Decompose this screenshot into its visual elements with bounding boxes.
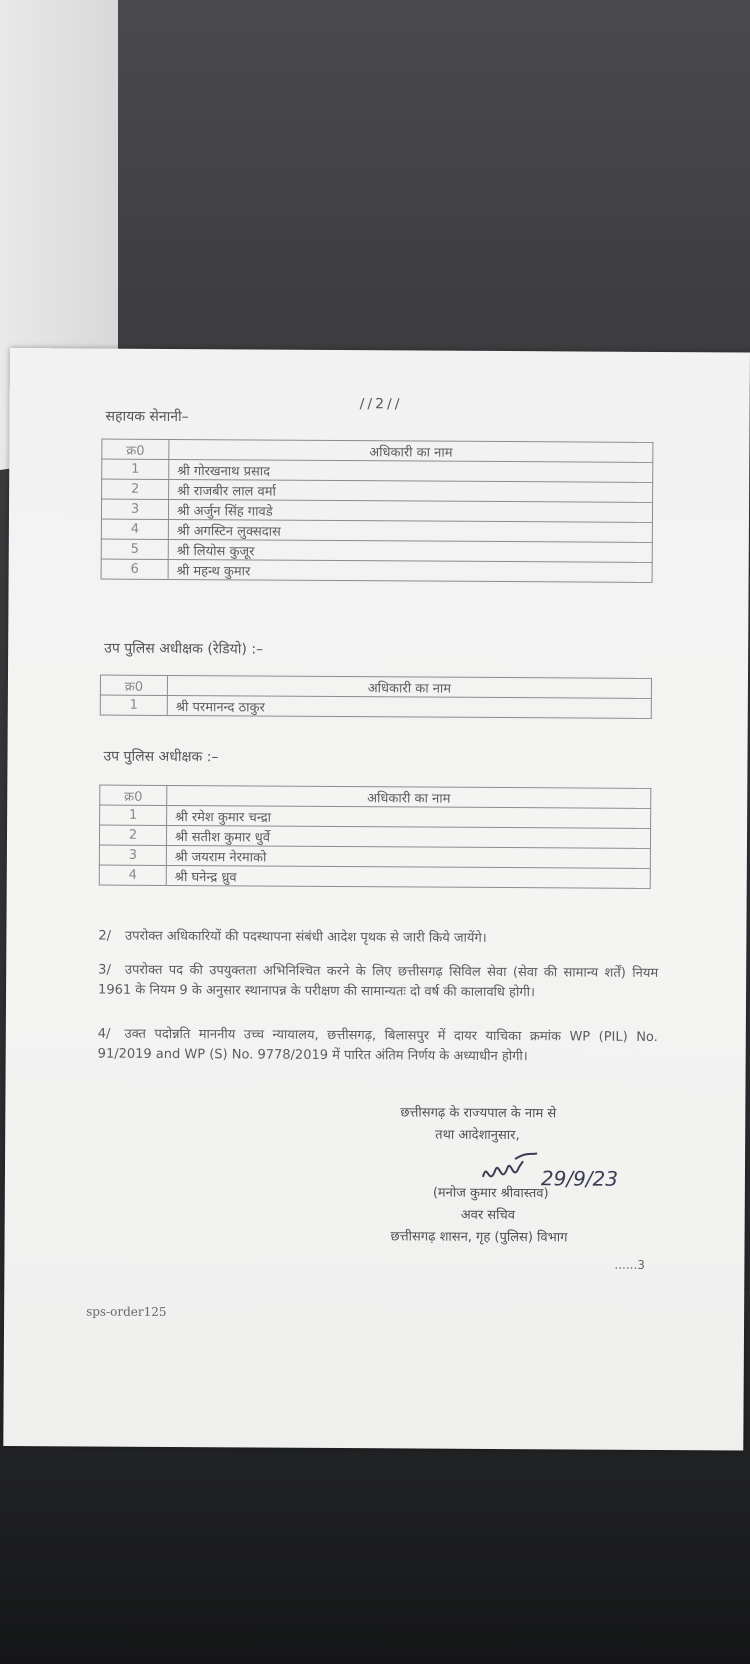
name-header: अधिकारी का नाम (167, 675, 651, 698)
serial-cell: 5 (101, 539, 168, 559)
officer-name-cell: श्री जयराम नेरमाको (166, 845, 650, 868)
serial-cell: 1 (102, 459, 169, 479)
officer-name-cell: श्री महन्थ कुमार (168, 559, 652, 582)
page-number-marker: //2// (359, 396, 403, 413)
document-code: sps-order125 (86, 1304, 167, 1319)
paragraph-text: उक्त पदोन्नति माननीय उच्च न्यायालय, छत्तीसगढ़, बिलासपुर में दायर याचिका क्रमांक WP (PIL) No. 91/2019 and WP (S) No. 9778/2019 में पारित अंतिम निर्णय के अध्याधीन होगी। (97, 1026, 658, 1065)
officer-name-cell: श्री परमानन्द ठाकुर (167, 695, 651, 718)
document-page (3, 348, 750, 1450)
serial-cell: 1 (100, 805, 167, 825)
serial-cell: 2 (102, 479, 169, 499)
section-heading-dsp-radio: उप पुलिस अधीक्षक (रेडियो) :– (104, 640, 264, 658)
table-row (100, 695, 651, 718)
next-page-marker: ......3 (614, 1257, 645, 1272)
paragraph-3 (98, 961, 658, 1004)
serial-cell: 4 (101, 519, 168, 539)
officer-name-cell: श्री गोरखनाथ प्रसाद (169, 459, 653, 482)
officer-name-cell: श्री सतीश कुमार धुर्वे (166, 825, 650, 848)
officer-name-cell: श्री रमेश कुमार चन्द्रा (167, 805, 651, 828)
authority-line-2: तथा आदेशानुसार, (435, 1127, 520, 1144)
signatory-designation: अवर सचिव (460, 1207, 516, 1224)
officer-name-cell: श्री राजबीर लाल वर्मा (169, 479, 653, 502)
officer-name-cell: श्री अगस्टिन लुक्सदास (168, 519, 652, 542)
paragraph-2 (98, 927, 658, 950)
handwritten-date: 29/9/23 (540, 1166, 619, 1191)
serial-cell: 3 (101, 499, 168, 519)
serial-cell: 2 (99, 825, 166, 845)
table-row (99, 865, 650, 888)
paragraph-number: 4/ (97, 1026, 111, 1042)
authority-line-1: छत्तीसगढ़ के राज्यपाल के नाम से (400, 1105, 557, 1122)
paragraph-text: उपरोक्त पद की उपयुक्तता अभिनिश्चित करने के लिए छत्तीसगढ़ सिविल सेवा (सेवा की सामान्य शर्तें) नियम 1961 के नियम 9 के अनुसार स्थानापन्न के परीक्षण की सामान्यतः दो वर्ष की कालावधि होगी। (98, 962, 659, 1001)
serial-cell: 3 (99, 845, 166, 865)
section-heading-dsp: उप पुलिस अधीक्षक :– (103, 748, 219, 766)
serial-cell: 4 (99, 865, 166, 885)
officer-name-cell: श्री अर्जुन सिंह गावडे (168, 499, 652, 522)
paragraph-text: उपरोक्त अधिकारियों की पदस्थापना संबंधी आदेश पृथक से जारी किये जायेंगे। (125, 928, 487, 946)
serial-cell: 6 (101, 559, 168, 579)
paragraph-4 (98, 1025, 658, 1068)
signatory-department: छत्तीसगढ़ शासन, गृह (पुलिस) विभाग (390, 1229, 568, 1246)
name-header: अधिकारी का नाम (169, 439, 653, 462)
table-row (101, 559, 652, 582)
signatory-name: (मनोज कुमार श्रीवास्तव) (432, 1185, 549, 1202)
serial-header: क्र0 (100, 785, 167, 805)
serial-header: क्र0 (100, 675, 167, 695)
section-heading-assistant-commandant: सहायक सेनानी– (105, 408, 189, 426)
officer-name-cell: श्री लियोस कुजूर (168, 539, 652, 562)
officer-table-assistant-commandant (101, 439, 654, 583)
serial-cell: 1 (100, 695, 167, 715)
paragraph-number: 2/ (98, 928, 112, 944)
paragraph-number: 3/ (98, 962, 111, 978)
officer-name-cell: श्री घनेन्द्र ध्रुव (166, 865, 650, 888)
officer-table-dsp (99, 785, 652, 889)
officer-table-dsp-radio (100, 675, 652, 719)
serial-header: क्र0 (102, 439, 169, 459)
name-header: अधिकारी का नाम (167, 785, 651, 808)
